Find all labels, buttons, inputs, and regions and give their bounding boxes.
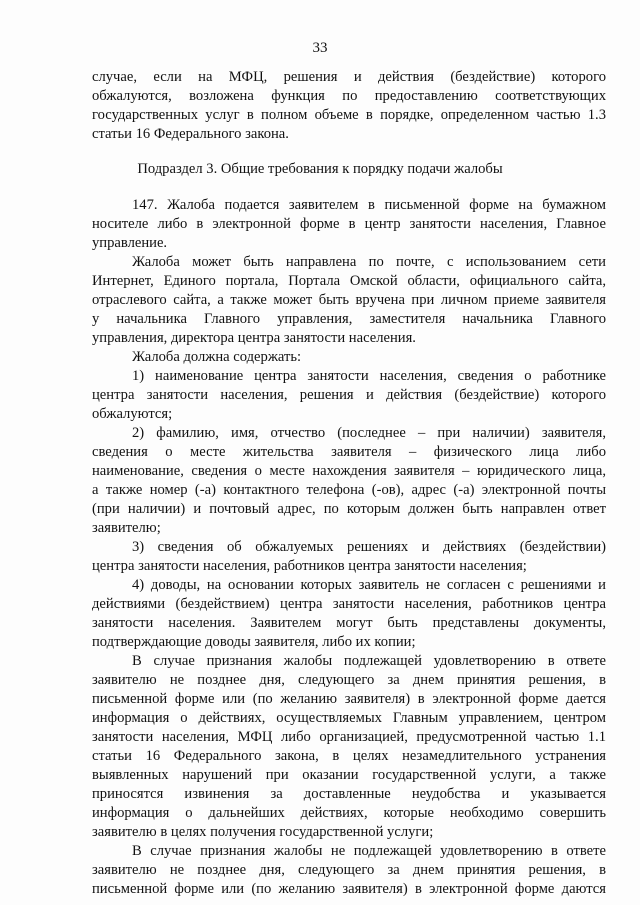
text-line: информация о дальнейших действиях, которые необходимо совершить [92,805,606,821]
text-line: 1) наименование центра занятости населения, сведения о работнике [132,368,606,384]
text-line: Интернет, Единого портала, Портала Омской области, официального сайта, [92,273,606,289]
text-line: наименование, сведения о месте нахождения заявителя – юридического лица, [92,463,606,479]
text-line: статьи 16 Федерального закона. [92,126,289,142]
text-line: письменной форме или (по желанию заявителя) в электронной форме даются [92,881,606,897]
text-line: центра занятости населения, работников центра занятости населения; [92,558,527,574]
text-line: Жалоба может быть направлена по почте, с использованием сети [132,254,606,270]
text-line: приносятся извинения за доставленные неудобства и указывается [92,786,606,802]
text-line: действиями (бездействием) центра занятости населения, работников центра [92,596,606,612]
text-line: заявителю в целях получения государственной услуги; [92,824,434,840]
text-line: заявителю не позднее дня, следующего за днем принятия решения, в [92,672,606,688]
text-line: 3) сведения об обжалуемых решениях и действиях (бездействии) [132,539,606,555]
text-line: государственных услуг в полном объеме в порядке, определенном частью 1.3 [92,107,606,123]
text-line: занятости населения. Заявителем могут быть представлены документы, [92,615,606,631]
text-line: Жалоба должна содержать: [132,349,302,365]
text-line: занятости населения, МФЦ либо организацией, предусмотренной частью 1.1 [92,729,606,745]
text-line: а также номер (-а) контактного телефона (-ов), адрес (-а) электронной почты [92,482,606,498]
text-line: 4) доводы, на основании которых заявитель не согласен с решениями и [132,577,606,593]
text-line: выявленных нарушений при оказании государственной услуги, а также [92,767,606,783]
text-line: у начальника Главного управления, заместителя начальника Главного [92,311,606,327]
text-line: случае, если на МФЦ, решения и действия (бездействие) которого [92,69,606,85]
text-line: носителе либо в электронной форме в центр занятости населения, Главное [92,216,606,232]
text-line: письменной форме или (по желанию заявителя) в электронной форме дается [92,691,606,707]
text-line: статьи 16 Федерального закона, в целях незамедлительного устранения [92,748,606,764]
text-line: информация о действиях, осуществляемых Главным управлением, центром [92,710,606,726]
text-line: управления, директора центра занятости населения. [92,330,416,346]
text-line: отраслевого сайта, а также может быть вручена при личном приеме заявителя [92,292,606,308]
text-line: 2) фамилию, имя, отчество (последнее – при наличии) заявителя, [132,425,606,441]
text-line: (при наличии) и почтовый адрес, по которым должен быть направлен ответ [92,501,606,517]
text-line: В случае признания жалобы не подлежащей удовлетворению в ответе [132,843,606,859]
text-line: сведения о месте жительства заявителя – физического лица либо [92,444,606,460]
section-heading: Подраздел 3. Общие требования к порядку подачи жалобы [137,161,503,177]
text-line: обжалуются; [92,406,173,422]
text-line: заявителю; [92,520,161,536]
text-line: обжалуются, возложена функция по предоставлению соответствующих [92,88,606,104]
page-number: 33 [312,40,328,56]
text-line: В случае признания жалобы подлежащей удовлетворению в ответе [132,653,606,669]
text-line: подтверждающие доводы заявителя, либо их копии; [92,634,416,650]
text-line: управление. [92,235,168,251]
text-line: заявителю не позднее дня, следующего за днем принятия решения, в [92,862,606,878]
text-line: 147. Жалоба подается заявителем в письменной форме на бумажном [132,197,606,213]
text-line: центра занятости населения, решения и действия (бездействие) которого [92,387,606,403]
